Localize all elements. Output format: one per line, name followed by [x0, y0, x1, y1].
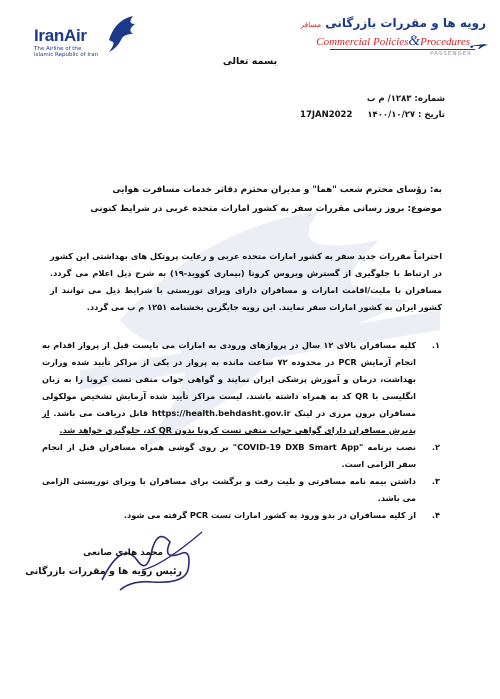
logo-name: IranAir [34, 26, 87, 45]
subject-line: موضوع: بروز رسانی مقررات سفر به کشور امارات متحده عربی در شرایط کنونی [90, 204, 442, 214]
airplane-icon [470, 40, 488, 50]
header-rule [330, 49, 475, 50]
list-item: ۴. از کلیه مسافران در بدو ورود به کشور امارات تست PCR گرفته می شود. [123, 510, 440, 520]
signatory-title: رئیس رویه ها و مقررات بازرگانی [25, 566, 182, 577]
letter-number: شماره: ۱۲۸۳/ م ب [366, 94, 445, 104]
department-subtitle: PASSENGER [430, 51, 472, 57]
department-title-en: Commercial Policies&Procedures [316, 33, 470, 49]
homa-bird-icon [105, 14, 139, 54]
list-item: ۳. داشتن بیمه نامه مسافرتی و بلیت رفت و برگشت برای مسافران با ویزای توریستی الزامی می باشد. [42, 476, 440, 503]
logo-subtitle: The Airline of the Islamic Republic of Iran [34, 46, 99, 58]
list-item: ۲. نصب برنامه "COVID-19 DXB Smart App" بر روی گوشی همراه مسافران قبل از انجام سفر الزامی است. [42, 442, 440, 469]
iranair-logo [12, 12, 162, 58]
signatory-name: محمد هادی صانعی [83, 548, 163, 558]
letter-meta [300, 91, 445, 123]
handwritten-signature [92, 520, 212, 600]
department-title-fa: رویه ها و مقررات بازرگانی مسافر [300, 16, 486, 30]
recipient-line: به: رؤسای محترم شعب "هما" و مدیران محترم دفاتر خدمات مسافرت هوایی [112, 185, 442, 195]
bismillah-heading: بسمه تعالی [222, 56, 278, 67]
intro-paragraph: احتراماً مقررات جدید سفر به کشور امارات متحده عربی و رعایت پروتکل های بهداشتی این کشور در ارتباط با جلوگیری از گسترش ویروس کرونا (بیماری کووید-۱۹) به شرح ذیل اعلام می گردد. مسافران با ملیت/اقامت امارات و مسافران دارای ویزای توریستی با شرایط ذیل می توانند از کشور ایران به کشور امارات سفر نمایند. این رویه جایگزین بخشنامه ۱۲۵۱ م ب می گردد. [50, 251, 442, 312]
requirements-list [42, 337, 442, 524]
list-item: ۱. کلیه مسافران بالای ۱۲ سال در پروازهای ورودی به امارات می بایست قبل از پرواز اقدام به انجام آزمایش PCR در محدوده ۷۲ ساعت مانده به پرواز در یکی از مراکز تأیید شده وزارت بهداشت، درمان و آموزش پزشکی ایران نمایند و گواهی جواب منفی تست کرونا را به زبان انگلیسی با QR کد به همراه داشته باشند. لیست مراکز تأیید شده آزمایش تشخیص مولکولی مسافران برون مرزی در لینک https://health.behdasht.gov.ir قابل دریافت می باشد. از پذیرش مسافران دارای گواهی جواب منفی تست کرونا بدون QR کد، جلوگیری خواهد شد. [42, 340, 440, 435]
underlined-note: از پذیرش مسافران دارای گواهی جواب منفی تست کرونا بدون QR کد، جلوگیری خواهد شد. [42, 408, 416, 435]
letter-date: تاریخ : ۱۴۰۰/۱۰/۲۷ 17JAN2022 [300, 110, 445, 120]
gregorian-date: 17JAN2022 [300, 110, 353, 120]
